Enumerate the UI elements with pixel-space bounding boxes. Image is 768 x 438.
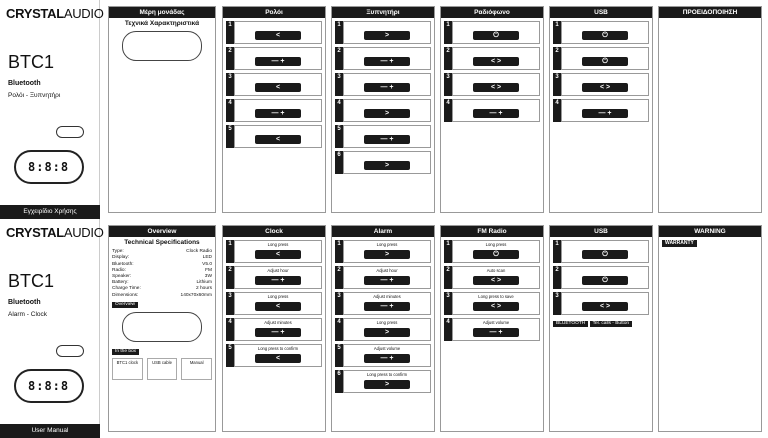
spec-row: Display: LED [112, 255, 212, 261]
bluetooth-head: BLUETOOTH [553, 321, 588, 327]
model-name: BTC1 [8, 271, 55, 291]
spec-row: Speaker: 3W [112, 274, 212, 280]
device-side-image [56, 345, 84, 357]
spec-row: Charge Time: 2 hours [112, 286, 212, 292]
column-alarm: Alarm 1 Long press > 2 Adjust hour — + 3 Adjust minutes — + 4 Long press > 5 Adjust volume — + 6 Long press to confirm > [331, 225, 435, 432]
column-radio: Ραδιόφωνο 1 ⏻ 2 < > 3 < > 4 — + [440, 6, 544, 213]
cover-footer: Εγχειρίδιο Χρήσης [0, 205, 100, 219]
overview-diagram [122, 312, 202, 342]
bluetooth-label: Bluetooth [8, 80, 41, 87]
cover-footer: User Manual [0, 424, 100, 438]
device-front-image: 8:8:8 [14, 150, 84, 184]
subtitle: Alarm - Clock [8, 311, 48, 318]
spec-title: Technical Specifications [124, 239, 200, 246]
spec-row: Dimensions: 140x70x60mm [112, 292, 212, 298]
column-warning: ΠΡΟΕΙΔΟΠΟΙΗΣΗ [658, 6, 762, 213]
column-clock: Ρολόι 1 < 2 — + 3 < 4 — + 5 < [222, 6, 326, 213]
inbox-label: In the box [112, 349, 139, 355]
spec-row: Radio: FM [112, 267, 212, 273]
inbox-item: Manual [181, 358, 212, 380]
device-front-image: 8:8:8 [14, 369, 84, 403]
spec-title: Τεχνικά Χαρακτηριστικά [124, 20, 200, 27]
bluetooth-label: Bluetooth [8, 299, 41, 306]
column-usb: USB 1 ⏻ 2 ⏻ 3 < > BLUETOOTH Tel. calls - Button [549, 225, 653, 432]
cover-panel [0, 219, 104, 438]
column-alarm: Ξυπνητήρι 1 > 2 — + 3 — + 4 > 5 — + 6 > [331, 6, 435, 213]
english-manual-page [0, 219, 768, 438]
model-name: BTC1 [8, 52, 55, 72]
brand-logo: CRYSTALAUDIO [6, 225, 104, 240]
column-warning: WARNING WARRANTY [658, 225, 762, 432]
overview-diagram [122, 31, 202, 61]
spec-row: Type: Clock Radio [112, 249, 212, 255]
column-clock: Clock 1 Long press < 2 Adjust hour — + 3 Long press < 4 Adjust minutes — + 5 Long press to confirm < [222, 225, 326, 432]
brand-logo: CRYSTALAUDIO [6, 6, 104, 21]
column-overview: Overview Technical Specifications Type: Clock Radio Display: LED Bluetooth: V5.0 Radio: FM Speaker: 3W Battery: Lithium Charge Time: 2 hours Dimensions: 140x70x60mm Overview In the box BTC1 clock USB cable Manual [108, 225, 216, 432]
inbox-item: USB cable [147, 358, 178, 380]
overview-label: Overview [112, 302, 138, 308]
subtitle: Ρολόι - Ξυπνητήρι [8, 92, 61, 99]
device-side-image [56, 126, 84, 138]
spec-row: Battery: Lithium [112, 280, 212, 286]
column-radio: FM Radio 1 Long press ⏻ 2 Auto scan < > 3 Long press to save < > 4 Adjust volume — + [440, 225, 544, 432]
spec-row: Bluetooth: V5.0 [112, 261, 212, 267]
cover-panel [0, 0, 104, 219]
calls-head: Tel. calls - Button [590, 321, 633, 327]
column-usb: USB 1 ⏻ 2 ⏻ 3 < > 4 — + [549, 6, 653, 213]
column-parts: Μέρη μονάδας Τεχνικά Χαρακτηριστικά [108, 6, 216, 213]
inbox-item: BTC1 clock [112, 358, 143, 380]
warranty-head: WARRANTY [662, 240, 697, 247]
